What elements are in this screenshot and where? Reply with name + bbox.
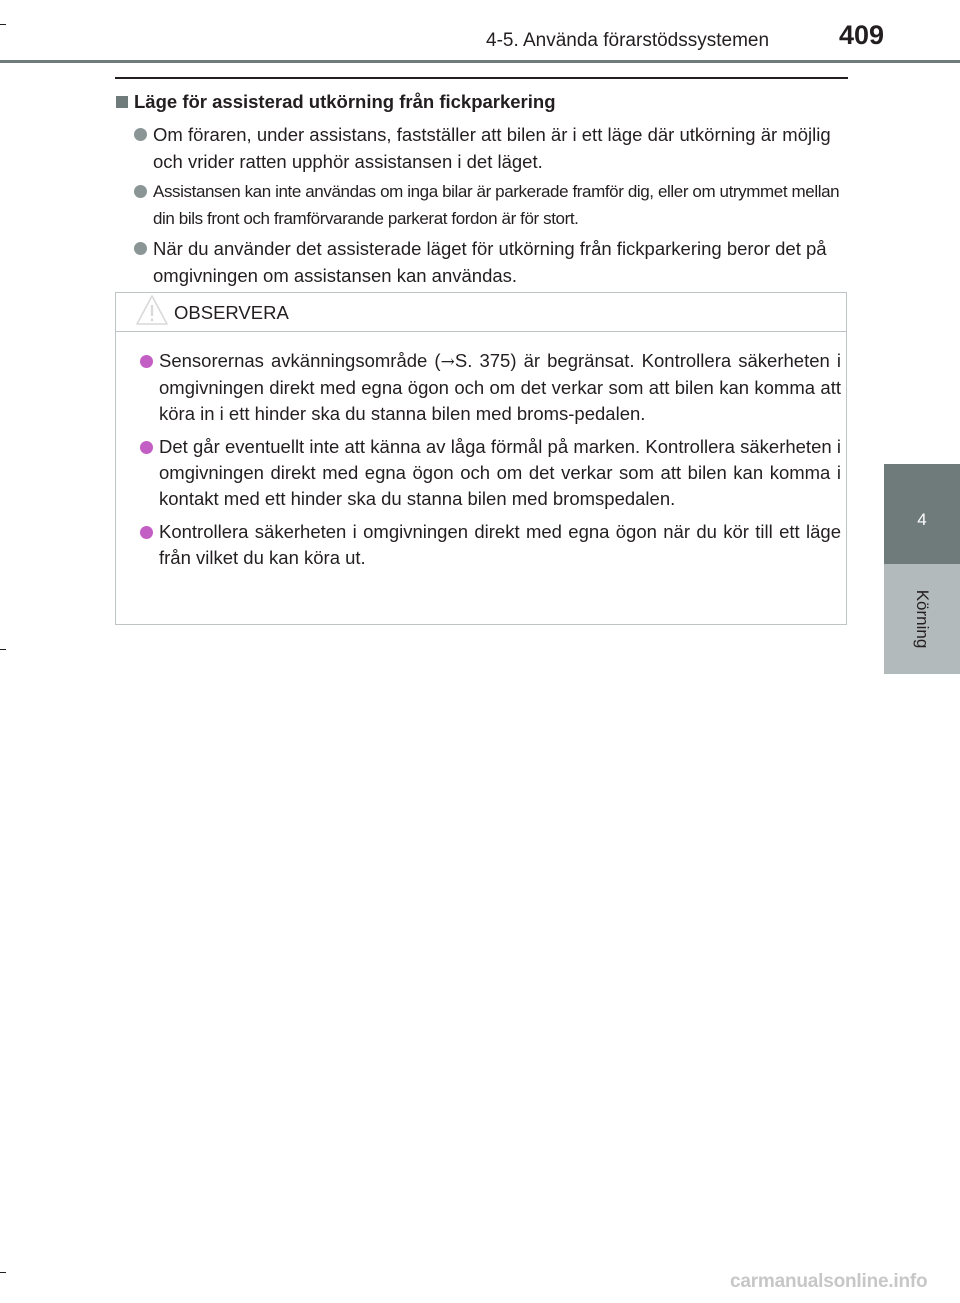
- round-bullet-icon: [134, 185, 147, 198]
- page-number: 409: [838, 20, 884, 50]
- chapter-number: 4: [917, 510, 927, 529]
- chapter-tab: [884, 464, 960, 674]
- notice-item-text: Det går eventuellt inte att känna av låga förmål på marken. Kontrollera säkerheten i omgivningen direkt med egna ögon och om det verkar som att bilen kan komma i kontakt med ett hinder ska du stanna bilen med bromspedalen.: [159, 436, 841, 509]
- section-bullet-list: [134, 121, 850, 292]
- list-item-text: När du använder det assisterade läget för utkörning från fickparkering beror det på omgivningen om assistansen kan användas.: [153, 238, 827, 286]
- chapter-label: Körning: [913, 589, 932, 649]
- warning-triangle-icon: [135, 293, 169, 327]
- section-heading: [116, 91, 556, 113]
- list-item-text: Om föraren, under assistans, fastställer att bilen är i ett läge där utkörning är möjlig och vrider ratten upphör assistansen i det läget.: [153, 124, 831, 172]
- round-bullet-icon: [140, 441, 153, 454]
- notice-item: [140, 434, 841, 512]
- notice-item: [140, 519, 841, 571]
- list-item: [134, 178, 850, 232]
- notice-item: [140, 348, 841, 427]
- notice-text-part: Sensorernas avkänningsområde (: [159, 350, 441, 371]
- page-header: [0, 0, 960, 62]
- crop-mark: [0, 1272, 6, 1273]
- round-bullet-icon: [140, 526, 153, 539]
- section-heading-text: Läge för assisterad utkörning från fickparkering: [134, 91, 556, 112]
- list-item: [134, 121, 850, 175]
- round-bullet-icon: [134, 242, 147, 255]
- notice-title: OBSERVERA: [174, 302, 289, 323]
- crop-mark: [0, 649, 6, 650]
- watermark: carmanualsonline.info: [730, 1271, 928, 1292]
- section-title: 4-5. Använda förarstödssystemen: [486, 30, 770, 51]
- crop-mark: [0, 24, 6, 25]
- notice-list: [140, 348, 841, 578]
- notice-header: [116, 293, 846, 332]
- round-bullet-icon: [134, 128, 147, 141]
- chapter-tab-dark: [884, 464, 960, 564]
- round-bullet-icon: [140, 355, 153, 368]
- list-item-text: Assistansen kan inte användas om inga bilar är parkerade framför dig, eller om utrymmet mellan din bils front och framförvarande parkerat fordon är för stort.: [153, 182, 840, 228]
- content-rule: [115, 77, 848, 79]
- notice-text-part: S. 375) är begränsat. Kontrollera säkerheten i omgivningen direkt med egna ögon och om det verkar som att bilen kan komma att köra in i ett hinder ska du stanna bilen med broms-pedalen.: [159, 350, 842, 424]
- notice-item-text: [159, 350, 841, 424]
- notice-item-text: Kontrollera säkerheten i omgivningen direkt med egna ögon när du kör till ett läge från vilket du kan köra ut.: [159, 521, 841, 568]
- arrow-right-icon: →: [440, 352, 455, 372]
- header-rule: [0, 60, 960, 63]
- notice-box: [115, 292, 847, 625]
- square-bullet-icon: [116, 96, 128, 108]
- list-item: [134, 235, 850, 289]
